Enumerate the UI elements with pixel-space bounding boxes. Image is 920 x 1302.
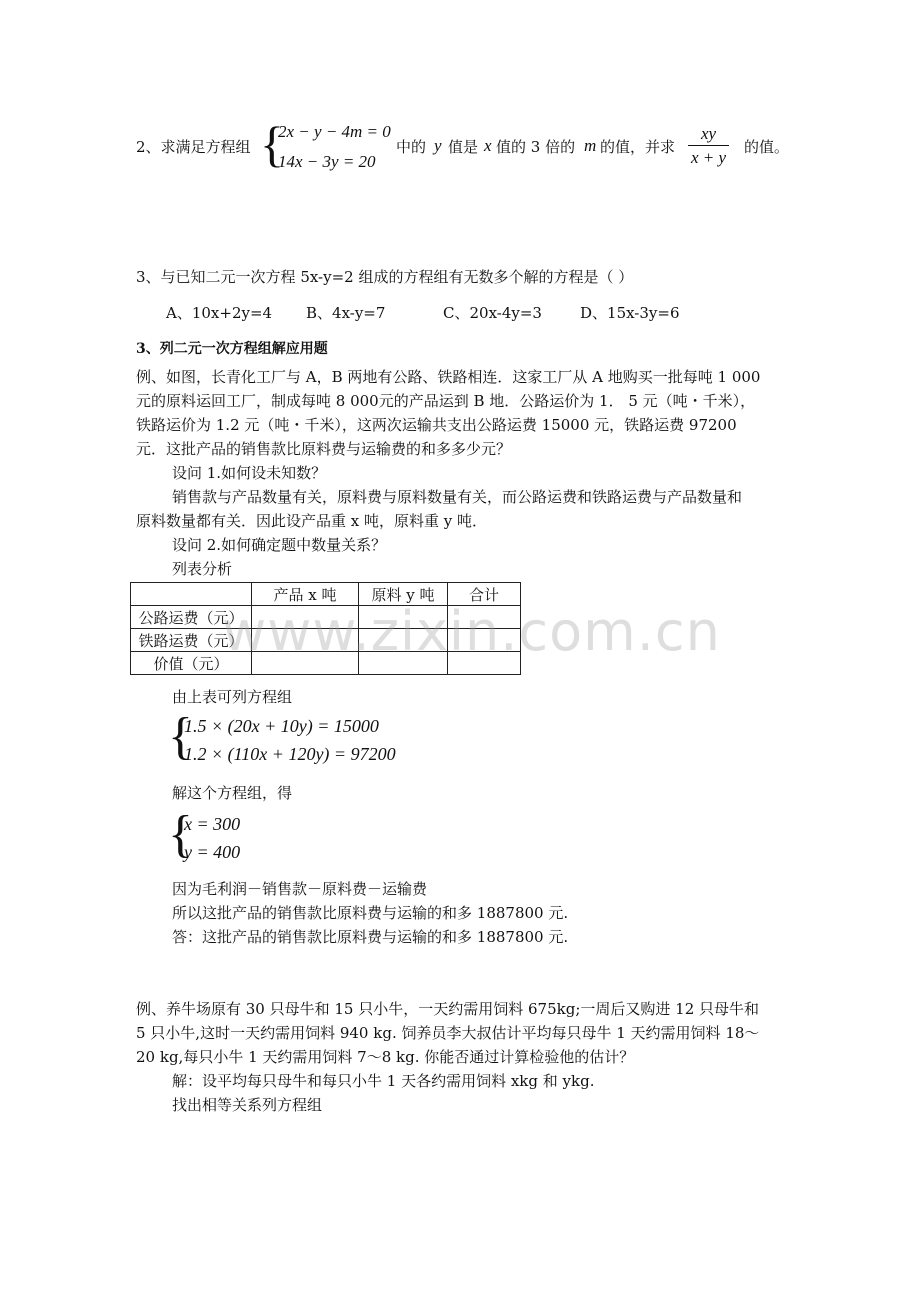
ex1-answer-1-line1: 销售款与产品数量有关，原料费与原料数量有关，而公路运费和铁路运费与产品数量和: [172, 488, 743, 506]
solution-brace: {: [168, 806, 193, 863]
ex2-instruction-line: 找出相等关系列方程组: [172, 1096, 323, 1114]
q2-m: m: [584, 136, 597, 155]
q2-eq1: 2x − y − 4m = 0: [278, 122, 391, 141]
q2-text-a: 中的: [396, 138, 427, 156]
system-brace: {: [168, 708, 193, 765]
system-eq2: 1.2 × (110x + 120y) = 97200: [184, 744, 396, 764]
q2-frac-num: xy: [688, 124, 729, 146]
q2-text-c: 值的 3 倍的: [496, 138, 576, 156]
q3-option-a: A、10x+2y=4: [166, 304, 273, 322]
watermark: www.zixin.com.cn: [222, 600, 721, 663]
ex1-question-2: 设问 2.如何确定题中数量关系？: [172, 536, 387, 554]
ex2-para-line1: 例、养牛场原有 30 只母牛和 15 只小牛，一天约需用饲料 675kg;一周后又购进 12 只母牛和: [136, 1000, 760, 1018]
table-row-label: 铁路运费（元）: [131, 629, 252, 652]
ex1-para-line4: 元．这批产品的销售款比原料费与运输费的和多多少元？: [136, 440, 512, 458]
ex1-para-line3: 铁路运价为 1.2 元（吨・千米），这两次运输共支出公路运费 15000 元，铁路运费 97200: [136, 416, 737, 434]
ex1-para-line2: 元的原料运回工厂，制成每吨 8 000元的产品运到 B 地．公路运价为 1． 5 元（吨・千米），: [136, 392, 756, 410]
table-header-cell: 原料 y 吨: [359, 583, 448, 606]
q2-x: x: [484, 136, 492, 155]
answer-line: 答：这批产品的销售款比原料费与运输的和多 1887800 元.: [172, 928, 569, 946]
q2-brace: {: [260, 116, 284, 172]
q2-tail: 的值。: [744, 138, 790, 156]
table-header-cell: 合计: [448, 583, 521, 606]
table-row-label: 公路运费（元）: [131, 606, 252, 629]
ex2-para-line2: 5 只小牛,这时一天约需用饲料 940 kg. 饲养员李大叔估计平均每只母牛 1 天约需用饲料 18～: [136, 1024, 760, 1042]
q3-option-b: B、4x-y=7: [306, 304, 386, 322]
table-row-label: 价值（元）: [131, 652, 252, 675]
q3-stem: 3、与已知二元一次方程 5x-y=2 组成的方程组有无数多个解的方程是（ ）: [136, 268, 634, 286]
system-eq1: 1.5 × (20x + 10y) = 15000: [184, 716, 379, 736]
q2-text-d: 的值，并求: [600, 138, 676, 156]
table-caption: 列表分析: [172, 560, 233, 578]
q2-fraction: [688, 124, 729, 168]
q2-text-b: 值是: [448, 138, 479, 156]
q2-y: y: [434, 136, 442, 155]
q2-eq2: 14x − 3y = 20: [278, 152, 376, 171]
solve-intro: 解这个方程组，得: [172, 784, 293, 802]
ex1-answer-1-line2: 原料数量都有关．因此设产品重 x 吨，原料重 y 吨．: [136, 512, 488, 530]
system-intro: 由上表可列方程组: [172, 688, 293, 706]
conclusion-line1: 因为毛利润－销售款－原料费－运输费: [172, 880, 428, 898]
q3-option-d: D、15x-3y=6: [580, 304, 680, 322]
q2-frac-den: x + y: [691, 148, 727, 167]
ex1-question-1: 设问 1.如何设未知数？: [172, 464, 327, 482]
ex2-para-line3: 20 kg,每只小牛 1 天约需用饲料 7～8 kg. 你能否通过计算检验他的估计？: [136, 1048, 635, 1066]
table-header-cell: 产品 x 吨: [252, 583, 359, 606]
q2-lead: 2、求满足方程组: [136, 138, 251, 156]
solution-x: x = 300: [184, 814, 241, 834]
section-title: 3、列二元一次方程组解应用题: [136, 341, 328, 357]
solution-y: y = 400: [184, 842, 241, 862]
conclusion-line2: 所以这批产品的销售款比原料费与运输的和多 1887800 元.: [172, 904, 569, 922]
ex2-solution-line: 解：设平均每只母牛和每只小牛 1 天各约需用饲料 xkg 和 ykg.: [172, 1072, 595, 1090]
ex1-para-line1: 例、如图，长青化工厂与 A，B 两地有公路、铁路相连．这家工厂从 A 地购买一批每吨 1 000: [136, 368, 761, 386]
q3-option-c: C、20x-4y=3: [443, 304, 542, 322]
